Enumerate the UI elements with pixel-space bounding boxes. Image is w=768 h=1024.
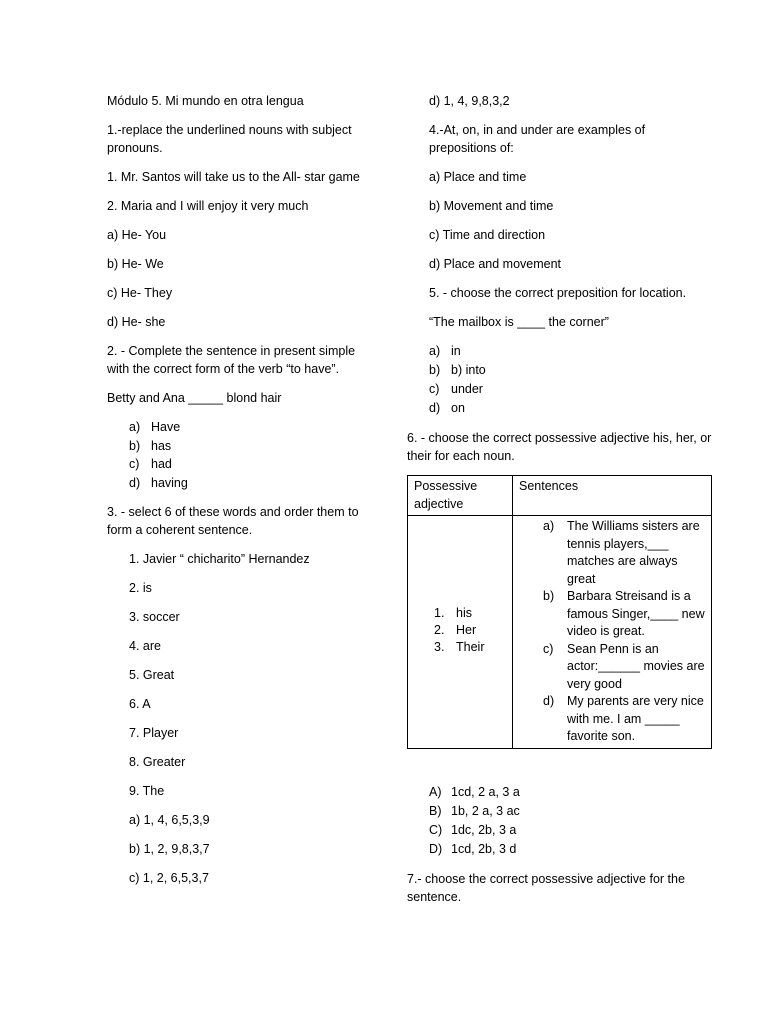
question-2-sentence: Betty and Ana _____ blond hair — [107, 391, 282, 405]
list-marker: C) — [429, 822, 443, 837]
adjective-text: his — [456, 606, 472, 621]
word-9: 9. The — [129, 784, 165, 798]
sentence-text: My parents are very nice with me. I am _____ favorite son. — [567, 694, 704, 743]
table-cell-sentences — [513, 516, 712, 749]
question-1-option-c: c) He- They — [107, 286, 173, 300]
question-1: 1.-replace the underlined nouns with subject pronouns. — [107, 123, 352, 155]
list-marker: 3. — [434, 640, 445, 655]
option-text: has — [151, 438, 172, 453]
adjective-text: Her — [456, 623, 477, 638]
question-4-option-c: c) Time and direction — [429, 228, 546, 242]
option-text: in — [451, 344, 461, 358]
sentence-list — [519, 518, 705, 746]
option-text: 1cd, 2 a, 3 a — [451, 784, 520, 799]
list-marker: c) — [429, 382, 440, 396]
list-item — [129, 418, 369, 437]
list-item — [429, 342, 712, 361]
list-item — [429, 802, 712, 821]
table-header-cell: Sentences — [513, 476, 712, 516]
possessive-adjective-table — [407, 475, 712, 749]
question-3-option-b: b) 1, 2, 9,8,3,7 — [129, 842, 210, 856]
list-marker: 2. — [434, 623, 445, 638]
list-item — [543, 588, 705, 641]
word-8: 8. Greater — [129, 755, 186, 769]
word-4: 4. are — [129, 639, 161, 653]
question-5: 5. - choose the correct preposition for location. — [429, 286, 687, 300]
word-7: 7. Player — [129, 726, 179, 740]
list-marker: d) — [129, 475, 141, 490]
list-item — [129, 437, 369, 456]
word-2: 2. is — [129, 581, 152, 595]
question-6-options — [407, 783, 712, 859]
list-marker: 1. — [434, 606, 445, 621]
list-marker: c) — [543, 641, 554, 656]
list-item — [434, 605, 506, 622]
list-marker: D) — [429, 841, 443, 856]
question-1-sentence-1: 1. Mr. Santos will take us to the All- star game — [107, 170, 360, 184]
list-marker: A) — [429, 784, 442, 799]
list-item — [429, 840, 712, 859]
list-item — [434, 639, 506, 656]
question-6: 6. - choose the correct possessive adjective his, her, or their for each noun. — [407, 431, 712, 463]
table-header-cell: Possessive adjective — [408, 476, 513, 516]
option-text: having — [151, 475, 188, 490]
question-4-option-b: b) Movement and time — [429, 199, 554, 213]
list-marker: a) — [429, 344, 441, 358]
question-4-option-a: a) Place and time — [429, 170, 527, 184]
list-item — [129, 455, 369, 474]
list-marker: b) — [543, 589, 555, 603]
option-text: had — [151, 457, 172, 471]
question-3-option-d: d) 1, 4, 9,8,3,2 — [429, 94, 510, 108]
list-item — [543, 641, 705, 694]
sentence-text: The Williams sisters are tennis players,___ matches are always great — [567, 519, 700, 586]
word-5: 5. Great — [129, 668, 175, 682]
table-cell-adjectives — [408, 516, 513, 749]
word-3: 3. soccer — [129, 610, 180, 624]
option-text: 1b, 2 a, 3 ac — [451, 803, 520, 818]
list-marker: d) — [429, 401, 441, 415]
adjective-text: Their — [456, 640, 485, 655]
list-item — [429, 380, 712, 399]
question-5-sentence: “The mailbox is ____ the corner” — [429, 315, 609, 329]
list-marker: c) — [129, 457, 140, 471]
sentence-text: Barbara Streisand is a famous Singer,____ new video is great. — [567, 589, 705, 638]
question-5-options — [407, 342, 712, 418]
list-item — [429, 821, 712, 840]
list-marker: d) — [543, 694, 555, 708]
question-1-sentence-2: 2. Maria and I will enjoy it very much — [107, 199, 309, 213]
adjective-list — [414, 605, 506, 656]
question-1-option-a: a) He- You — [107, 228, 167, 242]
list-item — [429, 361, 712, 380]
list-item — [543, 518, 705, 588]
list-item — [129, 474, 369, 493]
page-title: Módulo 5. Mi mundo en otra lengua — [107, 94, 304, 108]
question-1-option-b: b) He- We — [107, 257, 164, 271]
list-marker: a) — [543, 519, 555, 533]
list-item — [429, 783, 712, 802]
question-4-option-d: d) Place and movement — [429, 257, 562, 271]
left-column — [107, 92, 369, 898]
word-1: 1. Javier “ chicharito” Hernandez — [129, 552, 310, 566]
question-2: 2. - Complete the sentence in present simple with the correct form of the verb “to have”. — [107, 344, 356, 376]
list-marker: B) — [429, 803, 442, 818]
question-3-option-a: a) 1, 4, 6,5,3,9 — [129, 813, 210, 827]
list-item — [543, 693, 705, 746]
question-3-option-c: c) 1, 2, 6,5,3,7 — [129, 871, 209, 885]
option-text: b) into — [451, 363, 486, 377]
question-4: 4.-At, on, in and under are examples of prepositions of: — [429, 123, 646, 155]
option-text: Have — [151, 420, 181, 434]
option-text: 1dc, 2b, 3 a — [451, 822, 517, 837]
option-text: under — [451, 382, 483, 396]
option-text: on — [451, 401, 465, 415]
list-marker: a) — [129, 420, 141, 434]
list-item — [434, 622, 506, 639]
table-header-row — [408, 476, 712, 516]
list-item — [429, 399, 712, 418]
question-1-option-d: d) He- she — [107, 315, 166, 329]
list-marker: b) — [429, 363, 441, 377]
sentence-text: Sean Penn is an actor:______ movies are very good — [567, 641, 705, 691]
word-6: 6. A — [129, 697, 151, 711]
question-2-options — [107, 418, 369, 492]
list-marker: b) — [129, 438, 141, 453]
question-3: 3. - select 6 of these words and order them to form a coherent sentence. — [107, 505, 359, 537]
option-text: 1cd, 2b, 3 d — [451, 841, 517, 856]
right-column — [407, 92, 712, 917]
question-7: 7.- choose the correct possessive adjective for the sentence. — [407, 871, 685, 904]
table-row — [408, 516, 712, 749]
